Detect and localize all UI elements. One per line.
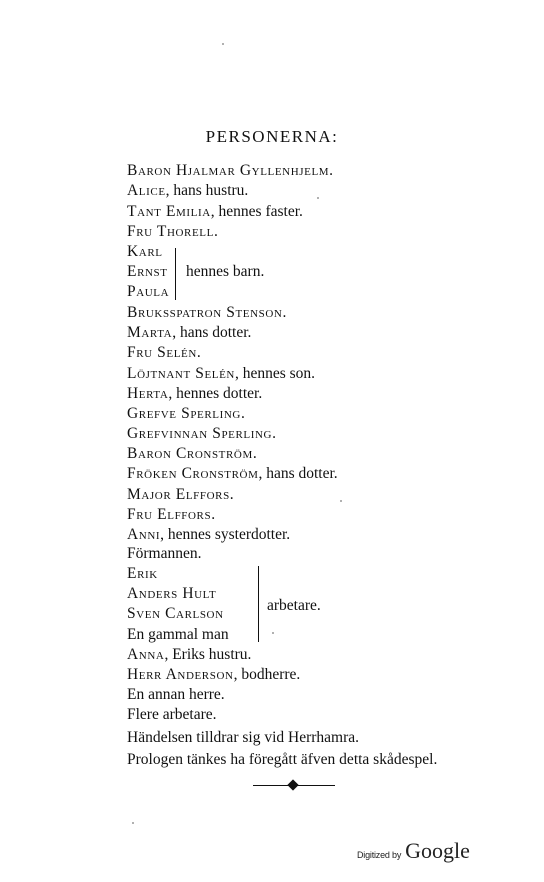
cast-line: Marta, hans dotter. [127, 324, 252, 341]
cast-line: Tant Emilia, hennes faster. [127, 203, 303, 220]
group-member: Karl [127, 243, 163, 260]
group-member: Sven Carlson [127, 605, 224, 622]
cast-line: Förmannen. [127, 545, 202, 562]
group-label: arbetare. [267, 597, 321, 614]
cast-line: Fru Thorell. [127, 223, 219, 240]
group-label: hennes barn. [186, 263, 265, 280]
scan-speck [132, 822, 134, 824]
page-title: PERSONERNA: [205, 127, 339, 146]
cast-line: Bruksspatron Stenson. [127, 304, 287, 321]
group-member: En gammal man [127, 626, 229, 643]
scan-speck [272, 632, 274, 634]
cast-line: Fröken Cronström, hans dotter. [127, 465, 338, 482]
cast-line: En annan herre. [127, 686, 225, 703]
scan-speck [317, 197, 319, 199]
group-brace [258, 566, 259, 642]
cast-line: Grefve Sperling. [127, 405, 246, 422]
group-brace [175, 248, 176, 300]
setting-line: Händelsen tilldrar sig vid Herrhamra. [127, 729, 359, 746]
cast-line: Fru Selén. [127, 344, 202, 361]
cast-line: Löjtnant Selén, hennes son. [127, 365, 316, 382]
google-logo: Google [405, 838, 470, 863]
cast-line: Anna, Eriks hustru. [127, 646, 252, 663]
cast-line: Baron Cronström. [127, 445, 258, 462]
prologue-line: Prologen tänkes ha föregått äfven detta skådespel. [127, 751, 438, 768]
group-member: Erik [127, 565, 158, 582]
cast-line: Herta, hennes dotter. [127, 385, 263, 402]
cast-line: Alice, hans hustru. [127, 182, 249, 199]
group-member: Ernst [127, 263, 168, 280]
cast-line: Herr Anderson, bodherre. [127, 666, 301, 683]
digitized-label: Digitized by [357, 850, 402, 860]
google-watermark [357, 838, 470, 864]
cast-line: Major Elffors. [127, 486, 235, 503]
scan-speck [222, 43, 224, 45]
cast-line: Flere arbetare. [127, 706, 217, 723]
cast-line: Baron Hjalmar Gyllenhjelm. [127, 162, 334, 179]
group-member: Paula [127, 283, 170, 300]
group-member: Anders Hult [127, 585, 217, 602]
divider-ornament [287, 779, 298, 790]
cast-line: Anni, hennes systerdotter. [127, 526, 291, 543]
cast-line: Fru Elffors. [127, 506, 216, 523]
scan-speck [340, 500, 342, 502]
cast-line: Grefvinnan Sperling. [127, 425, 277, 442]
